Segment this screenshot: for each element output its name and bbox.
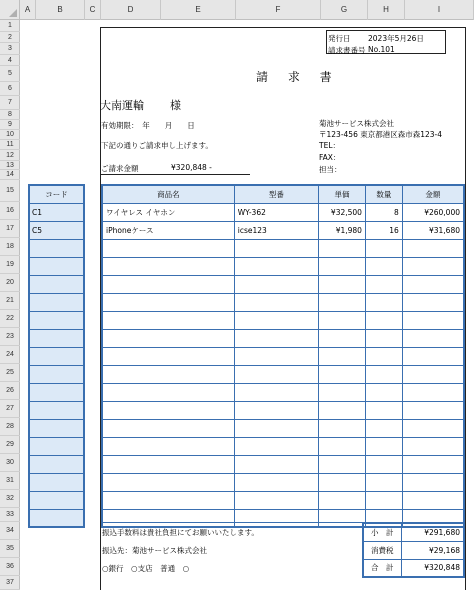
unit-price-cell[interactable] [319,383,366,401]
row-header-24[interactable]: 24 [0,346,20,364]
model-number-cell[interactable] [234,329,318,347]
quantity-cell[interactable] [365,473,402,491]
code-cell[interactable] [29,257,84,275]
row-header-5[interactable]: 5 [0,66,20,82]
invoice-message: 下記の通りご請求申し上げます。 [101,141,213,150]
quantity-cell[interactable] [365,455,402,473]
row-header-34[interactable]: 34 [0,522,20,540]
table-row [102,203,464,221]
row-header-37[interactable]: 37 [0,576,20,590]
issuer-fax: FAX： [319,153,341,162]
issuer-person: 担当： [319,165,342,174]
row-header-13[interactable]: 13 [0,161,20,170]
quantity-cell[interactable] [365,419,402,437]
row-header-26[interactable]: 26 [0,382,20,400]
unit-price-cell[interactable] [319,455,366,473]
fee-note: 振込手数料は貴社負担にてお願いいたします。 [102,528,259,537]
code-cell[interactable] [29,329,84,347]
amount-cell[interactable] [402,275,464,293]
product-name-cell[interactable] [102,347,234,365]
row-header-23[interactable]: 23 [0,328,20,346]
summary-label: 小 計 [363,523,401,541]
model-number-cell[interactable] [234,509,318,527]
unit-price-cell[interactable] [319,491,366,509]
unit-price-cell[interactable] [319,347,366,365]
unit-price-cell[interactable] [319,329,366,347]
amount-underline [100,174,250,175]
issuer-address: 〒123-456 東京都港区森市森123-4 [319,130,443,139]
summary-row [363,523,464,541]
row-header-20[interactable]: 20 [0,274,20,292]
footer-divider [101,522,362,523]
column-header-b[interactable]: B [36,0,85,20]
column-header-a[interactable]: A [20,0,36,20]
code-cell[interactable] [29,311,84,329]
row-header-25[interactable]: 25 [0,364,20,382]
product-name-cell[interactable] [102,239,234,257]
product-name-cell[interactable]: ワイヤレス イヤホン [102,203,234,221]
model-number-cell[interactable] [234,437,318,455]
payee-info: 振込先：菊池サービス株式会社 [102,546,207,555]
product-name-cell[interactable]: iPhoneケース [102,221,234,239]
quantity-cell[interactable] [365,275,402,293]
code-cell[interactable] [29,383,84,401]
table-row [102,401,464,419]
code-cell[interactable] [29,455,84,473]
table-row [102,383,464,401]
code-cell[interactable] [29,365,84,383]
amount-cell[interactable] [402,293,464,311]
row-header-2[interactable]: 2 [0,32,20,43]
product-name-cell[interactable] [102,329,234,347]
unit-price-cell[interactable] [319,311,366,329]
summary-value[interactable]: ¥29,168 [401,541,464,559]
table-row [102,491,464,509]
code-cell[interactable] [29,239,84,257]
row-header-28[interactable]: 28 [0,418,20,436]
table-row [102,275,464,293]
row-header-15[interactable]: 15 [0,180,20,202]
table-row [102,347,464,365]
model-number-cell[interactable] [234,455,318,473]
product-name-cell[interactable] [102,437,234,455]
row-header-14[interactable]: 14 [0,170,20,180]
row-header-19[interactable]: 19 [0,256,20,274]
amount-cell[interactable]: ¥260,000 [402,203,464,221]
amount-cell[interactable] [402,329,464,347]
model-number-cell[interactable] [234,419,318,437]
code-cell[interactable]: C1 [29,203,84,221]
product-name-cell[interactable] [102,473,234,491]
summary-table [362,522,465,578]
unit-price-cell[interactable] [319,293,366,311]
quantity-cell[interactable] [365,491,402,509]
code-cell[interactable] [29,275,84,293]
table-row [102,419,464,437]
column-header-i[interactable]: I [405,0,474,20]
unit-price-cell[interactable] [319,437,366,455]
quantity-cell[interactable]: 16 [365,221,402,239]
quantity-cell[interactable] [365,293,402,311]
amount-cell[interactable] [402,257,464,275]
issue-date-value[interactable]: 2023年5月26日 [368,34,424,43]
issuer-tel: TEL： [319,141,340,150]
column-header-c[interactable]: C [85,0,101,20]
model-number-cell[interactable]: WY-362 [234,203,318,221]
model-number-cell[interactable] [234,311,318,329]
code-cell[interactable] [29,491,84,509]
product-name-cell[interactable] [102,419,234,437]
row-header-11[interactable]: 11 [0,140,20,150]
summary-value[interactable]: ¥320,848 [401,559,464,577]
table-row [102,473,464,491]
amount-cell[interactable] [402,491,464,509]
quantity-cell[interactable] [365,239,402,257]
table-row [102,293,464,311]
bank-info: ○銀行 ○支店 普通 ○ [102,564,190,573]
model-number-cell[interactable] [234,239,318,257]
summary-label: 合 計 [363,559,401,577]
model-number-cell[interactable] [234,293,318,311]
row-header-bar [0,20,20,590]
invoice-number-label: 請求書番号 [328,46,366,55]
column-header-h[interactable]: H [368,0,405,20]
row-header-27[interactable]: 27 [0,400,20,418]
model-number-cell[interactable] [234,401,318,419]
unit-price-cell[interactable] [319,473,366,491]
row-header-3[interactable]: 3 [0,43,20,55]
model-number-cell[interactable] [234,257,318,275]
row-header-12[interactable]: 12 [0,150,20,161]
unit-price-cell[interactable] [319,239,366,257]
unit-price-cell[interactable] [319,509,366,527]
quantity-cell[interactable] [365,401,402,419]
unit-price-cell[interactable] [319,365,366,383]
code-cell[interactable] [29,509,84,527]
customer-honorific: 様 [170,99,181,112]
summary-label: 消費税 [363,541,401,559]
quantity-cell[interactable] [365,347,402,365]
code-header: コード [29,185,84,203]
model-number-cell[interactable] [234,383,318,401]
column-header-f[interactable]: F [236,0,321,20]
header-amount: 金額 [402,185,464,203]
amount-cell[interactable] [402,419,464,437]
table-row [102,257,464,275]
quantity-cell[interactable] [365,311,402,329]
row-header-33[interactable]: 33 [0,508,20,522]
quantity-cell[interactable] [365,437,402,455]
summary-row [363,541,464,559]
row-header-1[interactable]: 1 [0,20,20,32]
model-number-cell[interactable] [234,275,318,293]
quantity-cell[interactable] [365,383,402,401]
summary-value[interactable]: ¥291,680 [401,523,464,541]
table-row [102,365,464,383]
amount-cell[interactable] [402,437,464,455]
issue-date-label: 発行日 [328,34,351,43]
unit-price-cell[interactable]: ¥32,500 [319,203,366,221]
header-quantity: 数量 [365,185,402,203]
row-header-7[interactable]: 7 [0,96,20,110]
row-header-17[interactable]: 17 [0,220,20,238]
product-name-cell[interactable] [102,365,234,383]
row-header-31[interactable]: 31 [0,472,20,490]
quantity-cell[interactable] [365,365,402,383]
row-header-32[interactable]: 32 [0,490,20,508]
worksheet[interactable] [20,20,474,590]
row-header-6[interactable]: 6 [0,82,20,96]
row-header-10[interactable]: 10 [0,130,20,140]
amount-cell[interactable] [402,365,464,383]
amount-cell[interactable] [402,239,464,257]
table-row [102,311,464,329]
table-row [102,221,464,239]
column-header-bar [0,0,474,20]
amount-cell[interactable] [402,347,464,365]
row-header-9[interactable]: 9 [0,120,20,130]
row-header-16[interactable]: 16 [0,202,20,220]
row-header-22[interactable]: 22 [0,310,20,328]
amount-label: ご請求金額 [101,164,139,173]
model-number-cell[interactable] [234,347,318,365]
row-header-8[interactable]: 8 [0,110,20,120]
model-number-cell[interactable] [234,365,318,383]
model-number-cell[interactable] [234,491,318,509]
product-name-cell[interactable] [102,455,234,473]
row-header-21[interactable]: 21 [0,292,20,310]
header-product-name: 商品名 [102,185,234,203]
column-header-e[interactable]: E [161,0,236,20]
amount-cell[interactable] [402,455,464,473]
code-cell[interactable] [29,293,84,311]
unit-price-cell[interactable] [319,257,366,275]
row-header-29[interactable]: 29 [0,436,20,454]
header-model-number: 型番 [234,185,318,203]
product-name-cell[interactable] [102,383,234,401]
amount-cell[interactable] [402,473,464,491]
column-header-g[interactable]: G [321,0,368,20]
items-table [101,184,465,528]
unit-price-cell[interactable]: ¥1,980 [319,221,366,239]
model-number-cell[interactable]: icse123 [234,221,318,239]
product-name-cell[interactable] [102,401,234,419]
code-cell[interactable]: C5 [29,221,84,239]
code-cell[interactable] [29,419,84,437]
code-cell[interactable] [29,437,84,455]
amount-cell[interactable] [402,311,464,329]
customer-name[interactable]: 大南運輸 [100,99,144,112]
table-row [102,329,464,347]
due-date-label: 有効期限： 年 月 日 [101,121,195,130]
issuer-company: 菊池サービス株式会社 [319,119,394,128]
unit-price-cell[interactable] [319,401,366,419]
amount-cell[interactable]: ¥31,680 [402,221,464,239]
row-header-18[interactable]: 18 [0,238,20,256]
amount-cell[interactable] [402,401,464,419]
product-name-cell[interactable] [102,491,234,509]
amount-cell[interactable] [402,383,464,401]
table-row [102,455,464,473]
summary-row [363,559,464,577]
quantity-cell[interactable]: 8 [365,203,402,221]
product-name-cell[interactable] [102,311,234,329]
product-name-cell[interactable] [102,293,234,311]
model-number-cell[interactable] [234,473,318,491]
unit-price-cell[interactable] [319,275,366,293]
row-header-36[interactable]: 36 [0,558,20,576]
table-row [102,437,464,455]
code-cell[interactable] [29,347,84,365]
unit-price-cell[interactable] [319,419,366,437]
row-header-30[interactable]: 30 [0,454,20,472]
column-header-d[interactable]: D [101,0,161,20]
invoice-title: 請 求 書 [256,70,340,84]
header-unit-price: 単価 [319,185,366,203]
quantity-cell[interactable] [365,329,402,347]
invoice-number-value[interactable]: No.101 [368,45,395,54]
row-header-4[interactable]: 4 [0,55,20,66]
quantity-cell[interactable] [365,257,402,275]
amount-value[interactable]: ¥320,848 - [171,163,212,172]
product-name-cell[interactable] [102,509,234,527]
code-table [28,184,85,528]
product-name-cell[interactable] [102,257,234,275]
table-row [102,239,464,257]
row-header-35[interactable]: 35 [0,540,20,558]
select-all-corner[interactable] [0,0,20,20]
product-name-cell[interactable] [102,275,234,293]
code-cell[interactable] [29,473,84,491]
code-cell[interactable] [29,401,84,419]
